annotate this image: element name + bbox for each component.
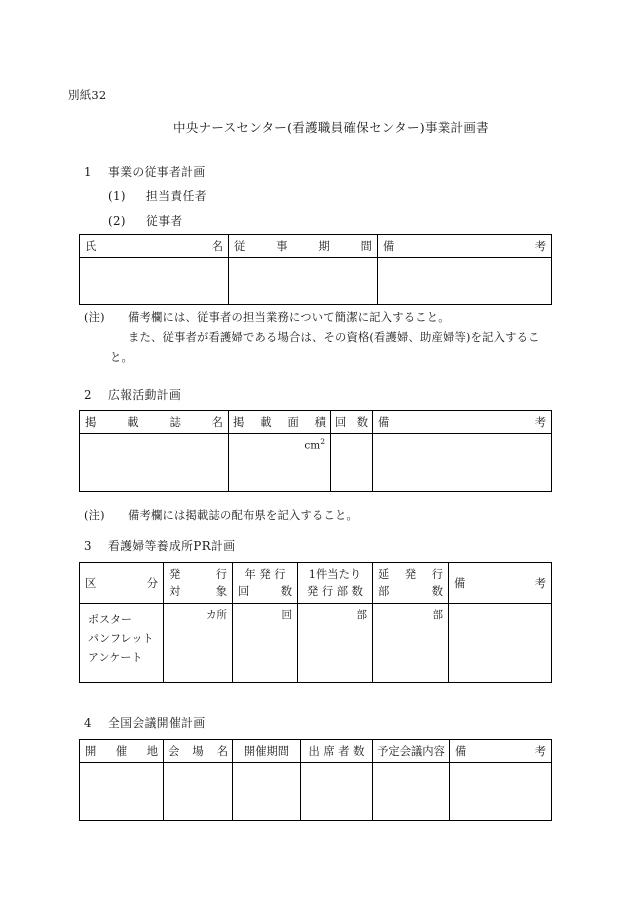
input-cell-ad-area[interactable] bbox=[229, 434, 331, 492]
header-line: 発 行 部 数 bbox=[307, 585, 363, 598]
header-char: 載 bbox=[127, 416, 139, 429]
header-char: 掲 bbox=[233, 416, 245, 429]
header-line: 出 席 者 数 bbox=[308, 745, 365, 758]
header-char: 回 bbox=[335, 416, 347, 429]
header-char: 地 bbox=[146, 745, 158, 758]
header-char: 部 bbox=[378, 585, 390, 598]
header-char: 象 bbox=[215, 585, 227, 598]
note-1-line-2: また、従事者が看護婦である場合は、その資格(看護婦、助産婦等)を記入するこ bbox=[128, 331, 540, 344]
category-label-questionnaire: アンケート bbox=[88, 651, 143, 664]
input-cell-remarks[interactable] bbox=[373, 434, 552, 492]
header-char: 掲 bbox=[85, 416, 97, 429]
sub-item-1-1 bbox=[108, 187, 207, 204]
input-cell-issue-target[interactable] bbox=[164, 604, 233, 683]
unit-label-copies: 部 bbox=[356, 609, 367, 621]
section-number-3: 3 bbox=[84, 539, 92, 553]
header-char: 発 bbox=[404, 568, 417, 581]
section-heading-3 bbox=[84, 537, 235, 554]
document-title: 中央ナースセンター(看護職員確保センター)事業計画書 bbox=[173, 120, 489, 135]
header-char: 誌 bbox=[169, 416, 181, 429]
header-cell-agenda bbox=[373, 740, 450, 763]
input-cell-annual-issues[interactable] bbox=[233, 604, 298, 683]
input-cell-count[interactable] bbox=[331, 434, 373, 492]
input-cell-agenda[interactable] bbox=[373, 763, 450, 821]
sub-item-text-1-2: 従事者 bbox=[146, 214, 183, 228]
table-employee-plan bbox=[79, 234, 552, 305]
unit-label-locations: カ所 bbox=[206, 609, 227, 621]
header-char: 従 bbox=[234, 240, 246, 253]
input-cell-remarks[interactable] bbox=[450, 763, 552, 821]
header-char: 行 bbox=[215, 568, 227, 581]
note-text: 備考欄には、従事者の担当業務について簡潔に記入すること。 bbox=[128, 311, 450, 324]
note-2-line-1 bbox=[84, 506, 358, 526]
input-cell-remarks[interactable] bbox=[449, 604, 552, 683]
header-line: 1件当たり bbox=[308, 568, 362, 581]
header-char: 期 bbox=[318, 240, 330, 253]
input-cell-venue-name[interactable] bbox=[164, 763, 233, 821]
table-header-row bbox=[80, 740, 552, 763]
input-cell-venue-city[interactable] bbox=[80, 763, 164, 821]
header-char: 数 bbox=[356, 416, 368, 429]
header-char: 事 bbox=[276, 240, 288, 253]
header-cell-attendees bbox=[301, 740, 373, 763]
sub-item-text-1-1: 担当責任者 bbox=[146, 189, 207, 203]
input-cell-remarks[interactable] bbox=[378, 258, 552, 305]
section-number-4: 4 bbox=[84, 716, 92, 730]
header-cell-name bbox=[80, 235, 229, 258]
header-char: 名 bbox=[216, 745, 228, 758]
unit-text: cm bbox=[304, 439, 321, 452]
header-char: 対 bbox=[169, 585, 181, 598]
header-char: 数 bbox=[280, 585, 292, 598]
section-title-2: 広報活動計画 bbox=[108, 388, 182, 402]
input-cell-magazine-name[interactable] bbox=[80, 434, 229, 492]
input-cell-period[interactable] bbox=[233, 763, 301, 821]
header-char: 考 bbox=[534, 576, 546, 590]
header-line: 開催期間 bbox=[243, 745, 290, 758]
header-cell-copies-per-issue bbox=[298, 563, 373, 604]
header-cell-total-copies bbox=[373, 563, 449, 604]
header-char: 発 bbox=[169, 568, 181, 581]
header-cell-remarks bbox=[449, 563, 552, 604]
input-cell-category[interactable] bbox=[80, 604, 164, 683]
header-char: 延 bbox=[378, 568, 390, 581]
table-row bbox=[80, 604, 552, 683]
header-char: 備 bbox=[378, 416, 390, 429]
table-pr-activity-plan bbox=[79, 410, 552, 492]
input-cell-copies-per-issue[interactable] bbox=[298, 604, 373, 683]
note-tag: (注) bbox=[84, 311, 105, 324]
section-heading-2 bbox=[84, 386, 181, 403]
header-char: 区 bbox=[85, 576, 97, 590]
table-row bbox=[80, 763, 552, 821]
header-cell-remarks bbox=[378, 235, 552, 258]
category-label-pamphlet: パンフレット bbox=[88, 632, 154, 645]
header-cell-annual-issues bbox=[233, 563, 298, 604]
header-line: 年 発 行 bbox=[244, 568, 286, 581]
header-char: 考 bbox=[534, 416, 546, 429]
header-char: 備 bbox=[454, 576, 466, 590]
unit-label-times: 回 bbox=[281, 609, 292, 621]
header-char: 氏 bbox=[85, 240, 97, 253]
unit-superscript: 2 bbox=[320, 437, 325, 446]
header-char: 積 bbox=[314, 416, 326, 429]
header-char: 回 bbox=[238, 585, 250, 598]
note-text: 備考欄には掲載誌の配布県を記入すること。 bbox=[128, 509, 358, 522]
header-char: 備 bbox=[383, 240, 395, 253]
header-char: 催 bbox=[115, 745, 128, 758]
sub-item-label-1-2: (2) bbox=[108, 214, 126, 228]
section-title-1: 事業の従事者計画 bbox=[108, 165, 206, 179]
header-char: 数 bbox=[431, 585, 443, 598]
header-cell-venue-name bbox=[164, 740, 233, 763]
section-heading-1 bbox=[84, 163, 206, 180]
table-row bbox=[80, 258, 552, 305]
table-row bbox=[80, 434, 552, 492]
category-label-stack bbox=[80, 604, 163, 667]
header-char: 備 bbox=[455, 745, 467, 758]
header-cell-remarks bbox=[450, 740, 552, 763]
note-1-line-1 bbox=[84, 308, 450, 328]
note-tag: (注) bbox=[84, 509, 105, 522]
header-char: 行 bbox=[431, 568, 443, 581]
input-cell-name[interactable] bbox=[80, 258, 229, 305]
header-cell-issue-target bbox=[164, 563, 233, 604]
header-char: 場 bbox=[192, 745, 204, 758]
header-cell-magazine-name bbox=[80, 411, 229, 434]
input-cell-period[interactable] bbox=[229, 258, 378, 305]
header-cell-venue-city bbox=[80, 740, 164, 763]
header-char: 名 bbox=[211, 416, 223, 429]
table-nursing-school-pr-plan bbox=[79, 562, 552, 683]
header-char: 面 bbox=[287, 416, 299, 429]
input-cell-attendees[interactable] bbox=[301, 763, 373, 821]
note-1-line-3: と。 bbox=[110, 351, 133, 364]
table-national-conference-plan bbox=[79, 739, 552, 821]
header-char: 分 bbox=[146, 576, 158, 590]
header-line: 予定会議内容 bbox=[377, 745, 445, 758]
header-cell-ad-area bbox=[229, 411, 331, 434]
section-heading-4 bbox=[84, 714, 206, 731]
header-char: 間 bbox=[360, 240, 372, 253]
section-title-4: 全国会議開催計画 bbox=[108, 716, 206, 730]
header-char: 載 bbox=[260, 416, 272, 429]
category-label-poster: ポスター bbox=[88, 613, 132, 626]
sub-item-label-1-1: (1) bbox=[108, 189, 126, 203]
header-char: 考 bbox=[534, 745, 546, 758]
table-header-row bbox=[80, 235, 552, 258]
input-cell-total-copies[interactable] bbox=[373, 604, 449, 683]
table-header-row bbox=[80, 411, 552, 434]
section-title-3: 看護婦等養成所PR計画 bbox=[108, 539, 236, 553]
header-cell-period bbox=[229, 235, 378, 258]
header-char: 開 bbox=[85, 745, 97, 758]
header-char: 名 bbox=[211, 240, 223, 253]
header-cell-category bbox=[80, 563, 164, 604]
header-cell-period bbox=[233, 740, 301, 763]
header-cell-remarks bbox=[373, 411, 552, 434]
unit-label-area bbox=[229, 434, 330, 452]
header-char: 考 bbox=[534, 240, 546, 253]
table-header-row bbox=[80, 563, 552, 604]
header-char: 会 bbox=[168, 745, 180, 758]
section-number-1: 1 bbox=[84, 165, 92, 179]
header-cell-count bbox=[331, 411, 373, 434]
document-number: 別紙32 bbox=[68, 88, 107, 102]
section-number-2: 2 bbox=[84, 388, 92, 402]
unit-label-copies-total: 部 bbox=[432, 609, 443, 621]
sub-item-1-2 bbox=[108, 212, 183, 229]
